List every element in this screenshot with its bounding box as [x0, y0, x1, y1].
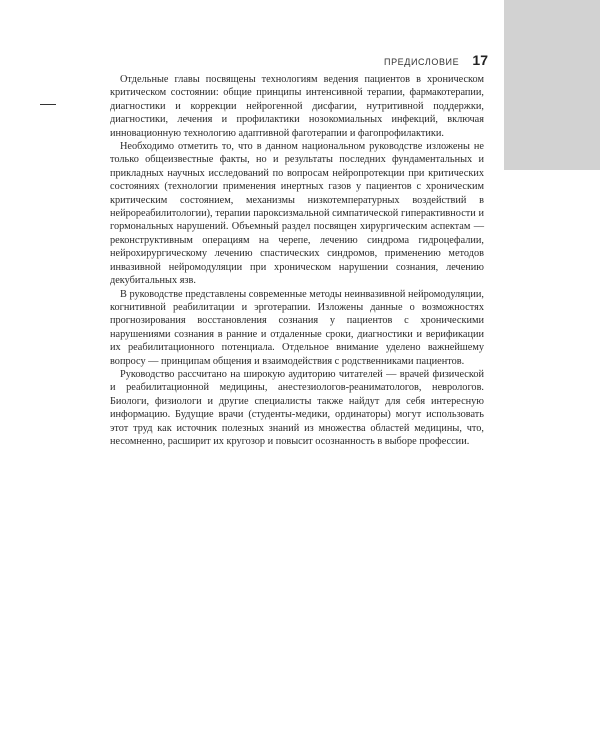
- paragraph: Отдельные главы посвящены технологиям ведения пациентов в хроническом критическом состоянии: общие принципы интенсивной терапии, фармакотерапии, диагностики и коррекции нейрогенной дисфагии, нутритивной поддержки, диагностики, лечения и профилактики нозокомиальных инфекций, включая инновационную технологию адаптивной фаготерапии и фагопрофилактики.: [110, 74, 484, 139]
- page-header: [384, 52, 488, 68]
- running-head: ПРЕДИСЛОВИЕ: [384, 57, 460, 67]
- paragraph: Необходимо отметить то, что в данном национальном руководстве изложены не только общеизвестные факты, но и результаты последних фундаментальных и прикладных научных исследований по вопросам нейропротекции при критических состояниях (технологии применения инертных газов у пациентов с хроническим критическим состоянием, механизмы низкотемпературных воздействий в нейрореабилитологии), терапии пароксизмальной симпатической гиперактивности и гормональных нарушений. Объемный раздел посвящен хирургическим аспектам — реконструктивным операциям на черепе, лечению синдрома гидроцефалии, нейрохирургическому лечению спастических синдромов, применению методов инвазивной нейромодуляции при хроническом нарушении сознания, лечению декубитальных язв.: [110, 141, 484, 287]
- margin-mark: [40, 104, 56, 105]
- body-text: [110, 73, 484, 448]
- paragraph: В руководстве представлены современные методы неинвазивной нейромодуляции, когнитивной реабилитации и эрготерапии. Изложены данные о возможностях прогнозирования восстановления сознания у пациентов с хроническими нарушениями сознания в ранние и отдаленные сроки, диагностики и верификации их реабилитационного потенциала. Отдельное внимание уделено важнейшему вопросу — принципам общения и взаимодействия с родственниками пациентов.: [110, 288, 484, 367]
- paragraph: Руководство рассчитано на широкую аудиторию читателей — врачей физической и реабилитационной медицины, анестезиологов-реаниматологов, неврологов. Биологи, физиологи и другие специалисты также найдут для себя интересную информацию. Будущие врачи (студенты-медики, ординаторы) могут использовать этот труд как источник полезных знаний из множества областей медицины, что, несомненно, расширит их кругозор и повысит осознанность в выборе профессии.: [110, 368, 484, 447]
- chapter-edge-tab: [504, 0, 600, 170]
- page-number: 17: [472, 52, 488, 68]
